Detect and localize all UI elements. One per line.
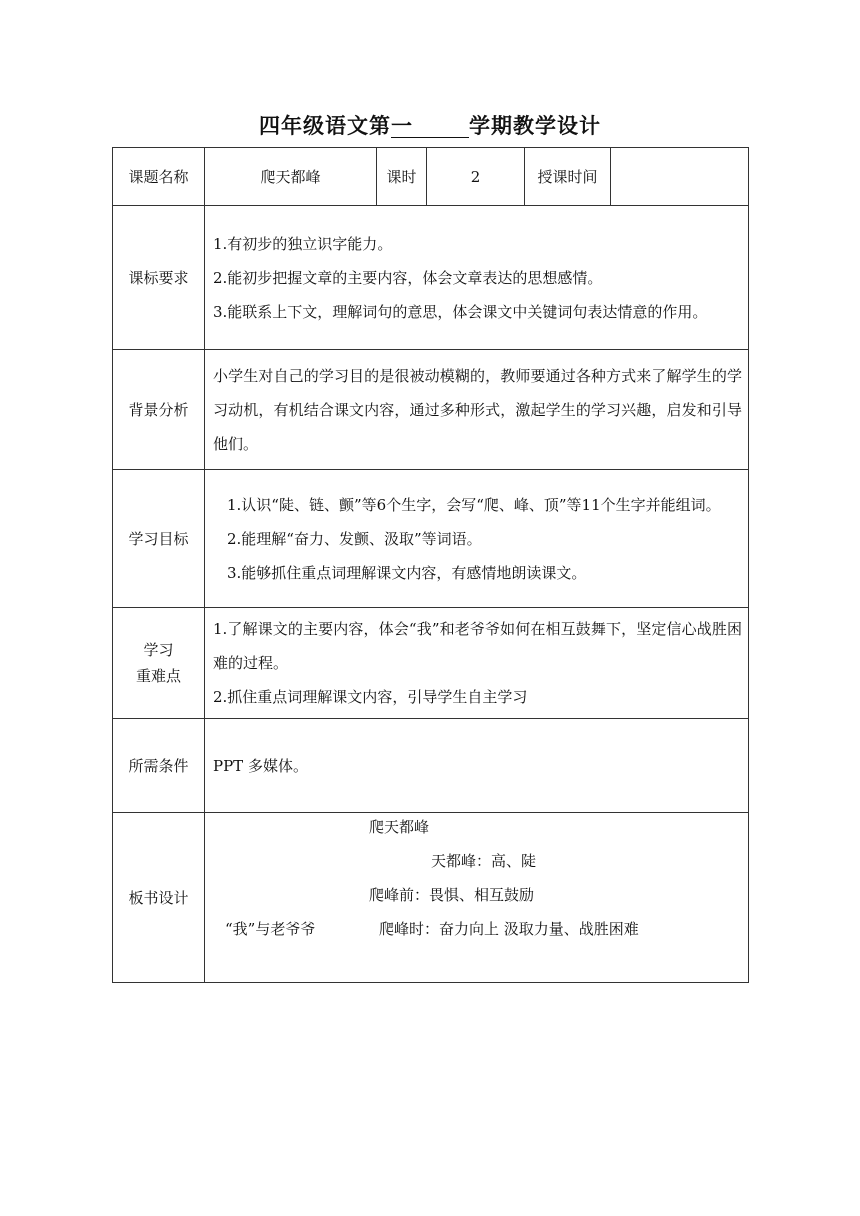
table-row-key-points — [113, 608, 749, 719]
board-line-3-right: 爬峰时：奋力向上 汲取力量、战胜困难 — [379, 919, 639, 938]
key-points-line-2: 2.抓住重点词理解课文内容，引导学生自主学习 — [213, 688, 528, 706]
board-line-2: 爬峰前：畏惧、相互鼓励 — [369, 885, 535, 904]
standards-line-3: 3.能联系上下文，理解词句的意思，体会课文中关键词句表达情意的作用。 — [213, 302, 708, 321]
conditions-content — [205, 719, 749, 813]
title-suffix: 学期教学设计 — [469, 114, 601, 138]
key-points-content — [205, 608, 749, 719]
conditions-text: PPT 多媒体。 — [213, 756, 308, 775]
board-content — [205, 813, 749, 983]
period-label: 课时 — [377, 148, 427, 206]
board-label: 板书设计 — [113, 813, 205, 983]
time-value — [611, 148, 749, 206]
period-value: 2 — [427, 148, 525, 206]
page-title — [0, 110, 860, 140]
table-row-standards — [113, 206, 749, 350]
board-line-3-left: “我”与老爷爷 — [225, 919, 316, 938]
background-content — [205, 350, 749, 470]
standards-content — [205, 206, 749, 350]
board-design — [205, 814, 748, 982]
objectives-content — [205, 470, 749, 608]
table-row-objectives — [113, 470, 749, 608]
semester-blank: 一 — [391, 115, 469, 138]
title-prefix: 四年级语文第 — [259, 114, 391, 138]
objectives-label: 学习目标 — [113, 470, 205, 608]
standards-label: 课标要求 — [113, 206, 205, 350]
key-points-line-1: 1.了解课文的主要内容，体会“我”和老爷爷如何在相互鼓舞下，坚定信心战胜困难的过程。 — [213, 620, 742, 672]
standards-line-1: 1.有初步的独立识字能力。 — [213, 234, 393, 253]
topic-value: 爬天都峰 — [205, 148, 377, 206]
board-line-1: 天都峰：高、陡 — [431, 851, 537, 870]
topic-label: 课题名称 — [113, 148, 205, 206]
key-points-label-line-2: 重难点 — [135, 667, 181, 685]
objectives-line-2: 2.能理解“奋力、发颤、汲取”等词语。 — [227, 529, 482, 548]
key-points-label-line-1: 学习 — [143, 641, 174, 659]
board-title: 爬天都峰 — [369, 817, 430, 836]
objectives-line-1: 1.认识“陡、链、颤”等6个生字，会写“爬、峰、顶”等11个生字并能组词。 — [227, 495, 721, 514]
conditions-label: 所需条件 — [113, 719, 205, 813]
key-points-label — [113, 608, 205, 719]
background-label: 背景分析 — [113, 350, 205, 470]
lesson-plan-table — [112, 147, 749, 983]
standards-line-2: 2.能初步把握文章的主要内容，体会文章表达的思想感情。 — [213, 268, 603, 287]
table-row-board — [113, 813, 749, 983]
table-row-background — [113, 350, 749, 470]
time-label: 授课时间 — [525, 148, 611, 206]
table-row-header — [113, 148, 749, 206]
background-text: 小学生对自己的学习目的是很被动模糊的，教师要通过各种方式来了解学生的学习动机，有机结合课文内容，通过多种形式，激起学生的学习兴趣，启发和引导他们。 — [213, 366, 742, 453]
objectives-line-3: 3.能够抓住重点词理解课文内容，有感情地朗读课文。 — [227, 563, 587, 582]
table-row-conditions — [113, 719, 749, 813]
